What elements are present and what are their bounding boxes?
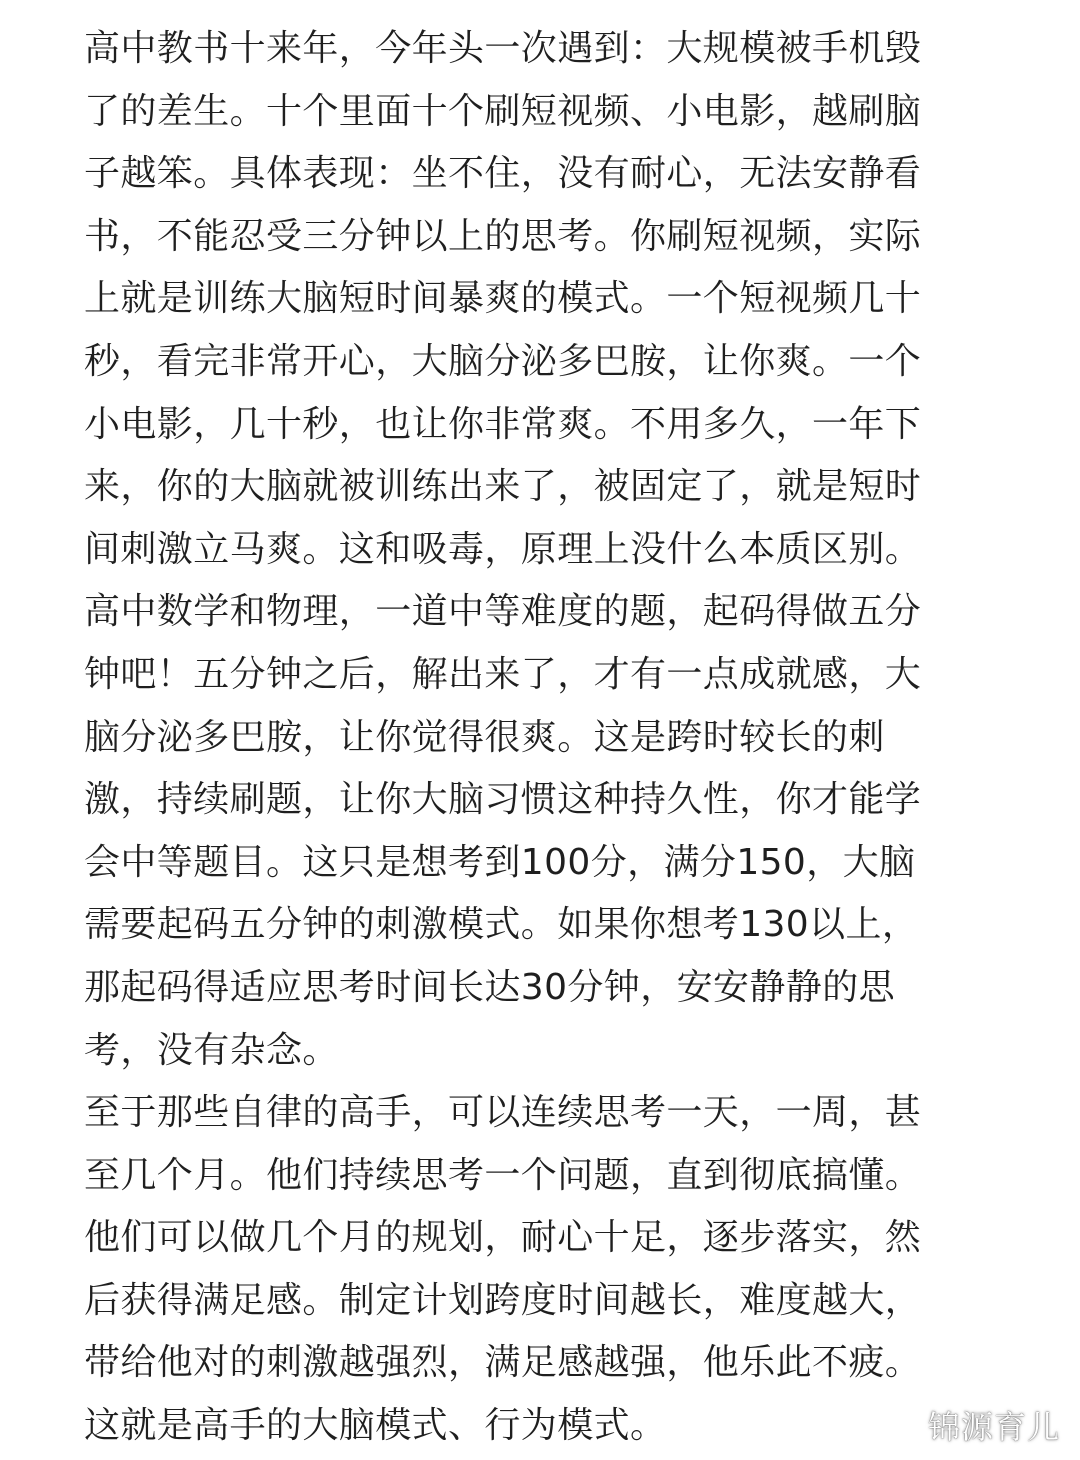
text-line: 高中数学和物理，一道中等难度的题，起码得做五分 (84, 591, 922, 633)
text-line: 上就是训练大脑短时间暴爽的模式。一个短视频几十 (84, 278, 922, 320)
text-line: 考，没有杂念。 (84, 1029, 339, 1071)
text-line: 了的差生。十个里面十个刷短视频、小电影，越刷脑 (84, 90, 922, 132)
text-line: 子越笨。具体表现：坐不住，没有耐心，无法安静看 (84, 153, 922, 195)
text-line: 小电影，几十秒，也让你非常爽。不用多久，一年下 (84, 403, 922, 445)
text-line: 后获得满足感。制定计划跨度时间越长，难度越大， (84, 1279, 922, 1321)
text-line: 他们可以做几个月的规划，耐心十足，逐步落实，然 (84, 1217, 922, 1259)
text-line: 高中教书十来年，今年头一次遇到：大规模被手机毁 (84, 28, 922, 69)
text-line: 间刺激立马爽。这和吸毒，原理上没什么本质区别。 (84, 528, 922, 570)
text-line: 脑分泌多巴胺，让你觉得很爽。这是跨时较长的刺 (84, 716, 885, 758)
text-line: 至于那些自律的高手，可以连续思考一天，一周，甚 (84, 1092, 922, 1134)
text-line: 带给他对的刺激越强烈，满足感越强，他乐此不疲。 (84, 1342, 922, 1384)
text-line: 那起码得适应思考时间长达30分钟，安安静静的思 (84, 966, 896, 1008)
text-line: 至几个月。他们持续思考一个问题，直到彻底搞懂。 (84, 1154, 922, 1196)
text-line: 秒，看完非常开心，大脑分泌多巴胺，让你爽。一个 (84, 340, 922, 382)
text-line: 这就是高手的大脑模式、行为模式。 (84, 1405, 667, 1447)
text-line: 会中等题目。这只是想考到100分，满分150，大脑 (84, 841, 916, 883)
text-line: 钟吧！五分钟之后，解出来了，才有一点成就感，大 (84, 653, 922, 695)
watermark: 锦源育儿 (927, 1408, 1060, 1446)
text-line: 激，持续刷题，让你大脑习惯这种持久性，你才能学 (84, 779, 922, 821)
text-line: 来，你的大脑就被训练出来了，被固定了，就是短时 (84, 466, 922, 508)
text-line: 需要起码五分钟的刺激模式。如果你想考130以上， (84, 904, 919, 946)
post-text (84, 18, 984, 1458)
text-line: 书，不能忍受三分钟以上的思考。你刷短视频，实际 (84, 215, 922, 257)
